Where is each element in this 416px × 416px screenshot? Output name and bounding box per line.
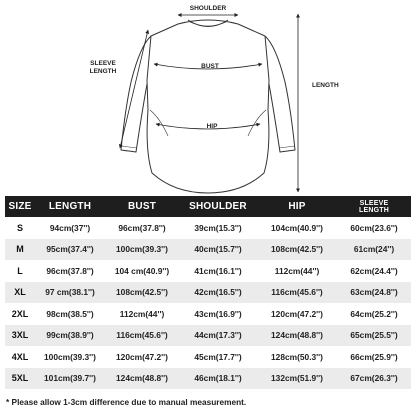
cell-length: 99cm(38.9'') bbox=[46, 330, 94, 341]
table-row bbox=[5, 239, 411, 261]
cell-length: 95cm(37.4'') bbox=[46, 244, 94, 255]
cell-hip: 132cm(51.9'') bbox=[271, 373, 323, 384]
cell-length: 98cm(38.5'') bbox=[46, 308, 94, 319]
cell-length: 94cm(37'') bbox=[49, 222, 91, 233]
cell-bust: 116cm(45.6'') bbox=[116, 330, 168, 341]
cell-shoulder: 46cm(18.1'') bbox=[194, 373, 242, 384]
measurement-note: * Please allow 1-3cm difference due to manual measurement. bbox=[6, 397, 247, 407]
cell-hip: 112cm(44'') bbox=[274, 265, 320, 276]
cell-length: 96cm(37.8'') bbox=[46, 265, 94, 276]
col-header-hip: HIP bbox=[288, 201, 306, 212]
shoulder-label: SHOULDER bbox=[189, 5, 227, 12]
table-header-row bbox=[5, 196, 411, 217]
cell-shoulder: 44cm(17.3'') bbox=[194, 330, 242, 341]
cell-hip: 120cm(47.2'') bbox=[271, 308, 323, 319]
cell-shoulder: 43cm(16.9'') bbox=[194, 308, 242, 319]
cell-shoulder: 39cm(15.3'') bbox=[194, 222, 242, 233]
length-label: LENGTH bbox=[312, 82, 339, 89]
cell-sleeve-length: 63cm(24.8'') bbox=[350, 287, 398, 298]
table-row bbox=[5, 303, 411, 325]
table-body bbox=[5, 217, 411, 389]
table-row bbox=[5, 325, 411, 347]
cell-size: XL bbox=[14, 287, 26, 298]
hip-label: HIP bbox=[206, 123, 218, 130]
cell-bust: 100cm(39.3'') bbox=[116, 244, 168, 255]
size-chart-table bbox=[5, 196, 411, 389]
cell-bust: 124cm(48.8'') bbox=[116, 373, 168, 384]
cell-hip: 116cm(45.6'') bbox=[271, 287, 323, 298]
cell-length: 100cm(39.3'') bbox=[44, 351, 96, 362]
cell-shoulder: 45cm(17.7'') bbox=[194, 351, 242, 362]
col-header-length: LENGTH bbox=[48, 201, 92, 212]
col-header-sleeve-line2: LENGTH bbox=[359, 206, 389, 214]
cell-size: 2XL bbox=[11, 308, 29, 319]
col-header-size: SIZE bbox=[8, 201, 32, 212]
cell-length: 97 cm(38.1'') bbox=[45, 287, 95, 298]
cell-shoulder: 42cm(16.5'') bbox=[194, 287, 242, 298]
cell-bust: 104 cm(40.9'') bbox=[114, 265, 170, 276]
sleeve-length-label-line2: LENGTH bbox=[89, 68, 117, 75]
cell-hip: 128cm(50.3'') bbox=[271, 351, 323, 362]
col-header-sleeve-length bbox=[337, 196, 411, 217]
cell-sleeve-length: 66cm(25.9'') bbox=[350, 351, 398, 362]
cell-shoulder: 41cm(16.1'') bbox=[194, 265, 242, 276]
bust-label: BUST bbox=[201, 63, 219, 70]
cell-sleeve-length: 61cm(24'') bbox=[353, 244, 395, 255]
sleeve-length-label-line1: SLEEVE bbox=[90, 60, 116, 67]
cell-bust: 112cm(44'') bbox=[119, 308, 165, 319]
cell-sleeve-length: 62cm(24.4'') bbox=[350, 265, 398, 276]
cell-hip: 124cm(48.8'') bbox=[271, 330, 323, 341]
cell-shoulder: 40cm(15.7'') bbox=[194, 244, 242, 255]
table-row bbox=[5, 346, 411, 368]
cell-size: L bbox=[17, 265, 23, 276]
cell-bust: 120cm(47.2'') bbox=[116, 351, 168, 362]
dress-outline bbox=[121, 20, 295, 193]
cell-size: 5XL bbox=[11, 373, 29, 384]
cell-size: M bbox=[16, 244, 24, 255]
cell-size: 3XL bbox=[11, 330, 29, 341]
cell-sleeve-length: 67cm(26.3'') bbox=[350, 373, 398, 384]
cell-sleeve-length: 60cm(23.6'') bbox=[350, 222, 398, 233]
cell-length: 101cm(39.7'') bbox=[44, 373, 96, 384]
garment-measurement-diagram bbox=[0, 0, 416, 196]
cell-hip: 104cm(40.9'') bbox=[271, 222, 323, 233]
table-row bbox=[5, 282, 411, 304]
table-row bbox=[5, 217, 411, 239]
col-header-sleeve-line1: SLEEVE bbox=[359, 199, 389, 207]
cell-bust: 96cm(37.8'') bbox=[118, 222, 166, 233]
col-header-shoulder: SHOULDER bbox=[189, 201, 247, 212]
cell-sleeve-length: 65cm(25.5'') bbox=[350, 330, 398, 341]
cell-size: S bbox=[16, 222, 23, 233]
table-row bbox=[5, 260, 411, 282]
cell-sleeve-length: 64cm(25.2'') bbox=[350, 308, 398, 319]
cell-size: 4XL bbox=[11, 351, 29, 362]
cell-hip: 108cm(42.5'') bbox=[271, 244, 323, 255]
cell-bust: 108cm(42.5'') bbox=[116, 287, 168, 298]
table-row bbox=[5, 368, 411, 390]
col-header-bust: BUST bbox=[127, 201, 157, 212]
